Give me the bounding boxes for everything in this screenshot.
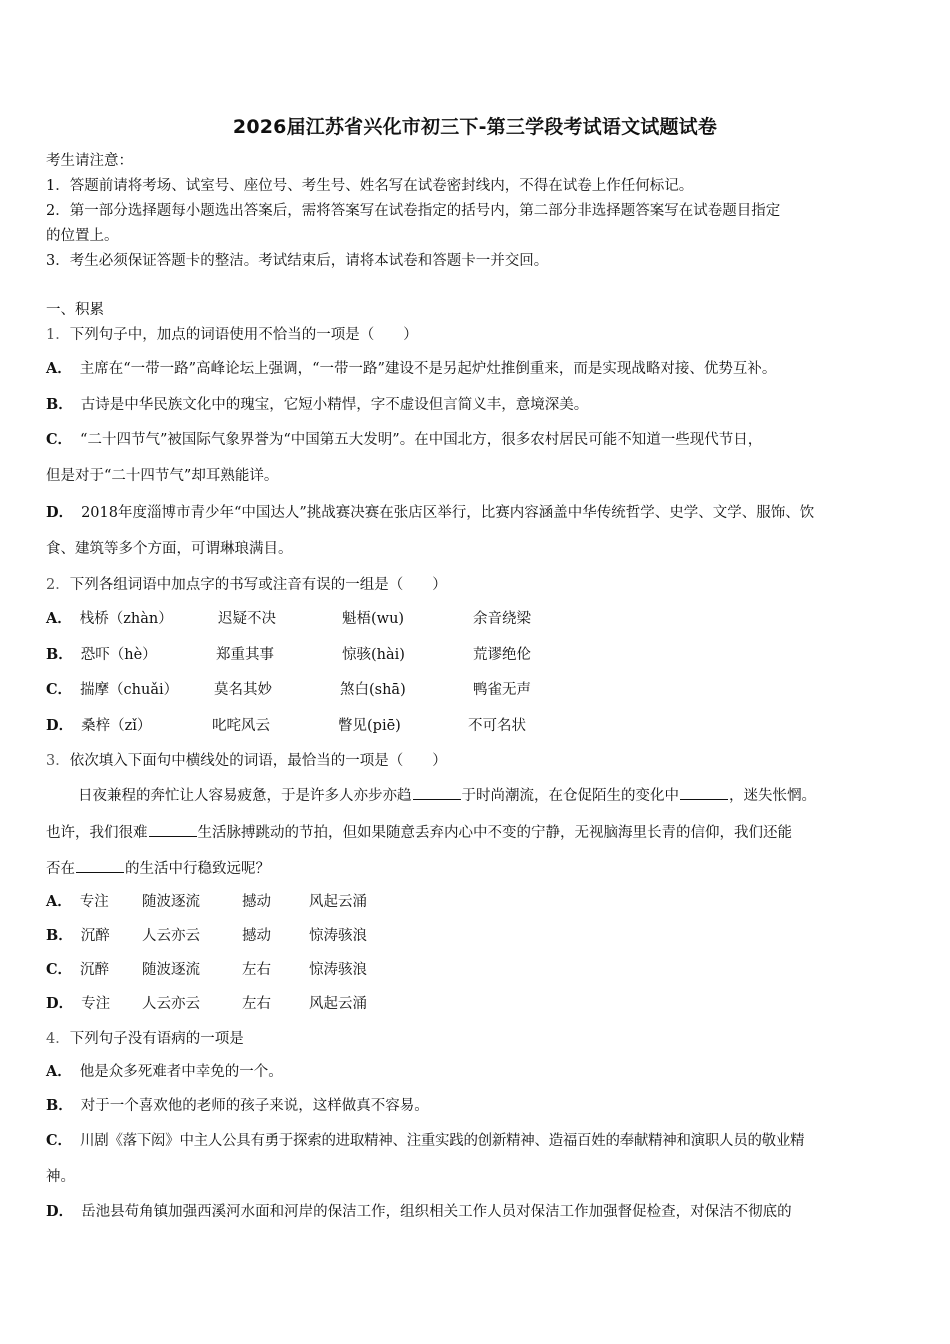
word-cell: 风起云涌 <box>309 996 367 1012</box>
passage-text: 也许，我们很难 <box>46 825 148 841</box>
word-cell: 余音绕梁 <box>473 611 531 627</box>
fill-blank <box>149 822 197 837</box>
option-letter: B． <box>46 1097 73 1114</box>
word-cell: 专注 <box>81 996 111 1012</box>
passage-text: 的生活中行稳致远呢？ <box>125 861 270 877</box>
option-letter: A． <box>46 610 72 627</box>
option-letter: D． <box>46 1203 74 1220</box>
question-stem: 下列句子中，加点的词语使用不恰当的一项是（ ） <box>69 327 418 343</box>
word-cell: 莫名其妙 <box>214 682 272 698</box>
option-text: 主席在“一带一路”高峰论坛上强调，“一带一路”建设不是另起炉灶推倒重来，而是实现战略对接、优势互补。 <box>79 361 777 377</box>
word-cell: 左右 <box>242 996 271 1012</box>
option-letter: D． <box>46 995 74 1012</box>
option-letter: C． <box>46 431 73 448</box>
notice-heading: 考生请注意： <box>46 153 133 169</box>
notice-item: 3．考生必须保证答题卡的整洁。考试结束后，请将本试卷和答题卡一并交回。 <box>46 253 549 269</box>
q2-row-d <box>46 716 151 736</box>
word-cell: 风起云涌 <box>309 894 367 910</box>
word-cell: 随波逐流 <box>142 962 200 978</box>
question-stem: 下列各组词语中加点字的书写或注音有误的一组是（ ） <box>69 577 447 593</box>
word-cell: 专注 <box>79 894 109 910</box>
option-letter: B． <box>46 646 73 663</box>
question-number: 3． <box>46 753 70 769</box>
option-text: 古诗是中华民族文化中的瑰宝，它短小精悍，字不虚设但言简义丰，意境深美。 <box>80 397 589 413</box>
option-letter: B． <box>46 927 73 944</box>
question-number: 1． <box>46 327 70 343</box>
q2-row-a <box>46 609 173 629</box>
word-cell: 郑重其事 <box>216 647 274 663</box>
option-letter: B． <box>46 396 73 413</box>
q1-option-a <box>46 359 776 379</box>
question-stem: 依次填入下面句中横线处的词语，最恰当的一项是（ ） <box>69 753 447 769</box>
option-letter: A． <box>46 1063 72 1080</box>
notice-item: 2．第一部分选择题每小题选出答案后，需将答案写在试卷指定的括号内，第二部分非选择题答案写在试卷题目指定 <box>46 203 781 219</box>
option-text: 川剧《落下闳》中主人公具有勇于探索的进取精神、注重实践的创新精神、造福百姓的奉献精神和演职人员的敬业精 <box>80 1133 805 1149</box>
word-cell: 惊涛骇浪 <box>309 928 367 944</box>
word-cell: 人云亦云 <box>142 928 200 944</box>
option-letter: D． <box>46 504 74 521</box>
fill-blank <box>413 785 461 800</box>
q4-option-d <box>46 1202 792 1222</box>
word-cell: 迟疑不决 <box>218 611 276 627</box>
word-cell: 左右 <box>242 962 271 978</box>
word-cell: 魁梧(wu) <box>342 611 405 627</box>
option-text: 岳池县苟角镇加强西溪河水面和河岸的保洁工作，组织相关工作人员对保洁工作加强督促检查，对保洁不彻底的 <box>81 1204 792 1220</box>
page-title: 2026届江苏省兴化市初三下-第三学段考试语文试题试卷 <box>232 116 718 138</box>
word-cell: 鸭雀无声 <box>473 682 531 698</box>
word-cell: 撼动 <box>242 894 271 910</box>
word-cell: 沉醉 <box>80 928 110 944</box>
fill-blank <box>76 858 124 873</box>
passage-text: 生活脉搏跳动的节拍，但如果随意丢弃内心中不变的宁静，无视脑海里长青的信仰，我们还能 <box>197 825 792 841</box>
option-letter: C． <box>46 961 73 978</box>
word-cell: 惊骇(hài) <box>342 647 405 663</box>
question-number: 4． <box>46 1031 70 1047</box>
passage-text: ，迷失怅惘。 <box>729 788 816 804</box>
word-cell: 撼动 <box>242 928 271 944</box>
word-cell: 栈桥（zhàn） <box>79 611 173 627</box>
q1-option-d <box>46 503 814 523</box>
q2-row-c <box>46 680 178 700</box>
passage-line <box>46 822 792 843</box>
q1-option-c-cont: 但是对于“二十四节气”却耳熟能详。 <box>46 468 279 484</box>
question-4 <box>46 1029 244 1049</box>
q4-option-a <box>46 1062 283 1082</box>
passage-text: 否在 <box>46 861 75 877</box>
q4-option-c <box>46 1131 804 1151</box>
section-heading: 一、积累 <box>46 302 104 318</box>
q4-option-b <box>46 1096 429 1116</box>
notice-item: 1．答题前请将考场、试室号、座位号、考生号、姓名写在试卷密封线内，不得在试卷上作任何标记。 <box>46 178 694 194</box>
option-text: 他是众多死难者中幸免的一个。 <box>79 1064 283 1080</box>
q2-row-b <box>46 645 157 665</box>
q1-option-b <box>46 395 588 415</box>
word-cell: 人云亦云 <box>142 996 200 1012</box>
q1-option-c <box>46 430 762 450</box>
passage-text: 日夜兼程的奔忙让人容易疲惫，于是许多人亦步亦趋 <box>78 788 412 804</box>
word-cell: 随波逐流 <box>142 894 200 910</box>
option-text: 对于一个喜欢他的老师的孩子来说，这样做真不容易。 <box>80 1098 429 1114</box>
word-cell: 荒谬绝伦 <box>473 647 531 663</box>
word-cell: 煞白(shā) <box>340 682 406 698</box>
option-text: 2018年度淄博市青少年“中国达人”挑战赛决赛在张店区举行，比赛内容涵盖中华传统哲学、史学、文学、服饰、饮 <box>81 505 815 521</box>
passage-line <box>78 785 816 806</box>
word-cell: 叱咤风云 <box>212 718 270 734</box>
q3-row-a <box>46 892 109 912</box>
option-letter: D． <box>46 717 74 734</box>
q4-option-c-cont: 神。 <box>46 1169 75 1185</box>
option-letter: C． <box>46 681 73 698</box>
q3-row-c <box>46 960 109 980</box>
question-number: 2． <box>46 577 70 593</box>
passage-line <box>46 858 270 879</box>
q1-option-d-cont: 食、建筑等多个方面，可谓琳琅满目。 <box>46 541 293 557</box>
word-cell: 惊涛骇浪 <box>309 962 367 978</box>
option-text: “二十四节气”被国际气象界誉为“中国第五大发明”。在中国北方，很多农村居民可能不知道一些现代节日， <box>80 432 763 448</box>
word-cell: 桑梓（zǐ） <box>81 718 152 734</box>
word-cell: 不可名状 <box>468 718 526 734</box>
question-stem: 下列句子没有语病的一项是 <box>69 1031 244 1047</box>
word-cell: 揣摩（chuǎi） <box>80 682 179 698</box>
word-cell: 沉醉 <box>80 962 110 978</box>
notice-item: 的位置上。 <box>46 228 119 244</box>
option-letter: A． <box>46 893 72 910</box>
question-3 <box>46 751 447 771</box>
fill-blank <box>680 785 728 800</box>
passage-text: 于时尚潮流，在仓促陌生的变化中 <box>461 788 679 804</box>
option-letter: A． <box>46 360 72 377</box>
question-1 <box>46 325 418 345</box>
word-cell: 瞥见(piē) <box>338 718 401 734</box>
q3-row-d <box>46 994 110 1014</box>
option-letter: C． <box>46 1132 73 1149</box>
q3-row-b <box>46 926 110 946</box>
question-2 <box>46 575 447 595</box>
word-cell: 恐吓（hè） <box>80 647 157 663</box>
